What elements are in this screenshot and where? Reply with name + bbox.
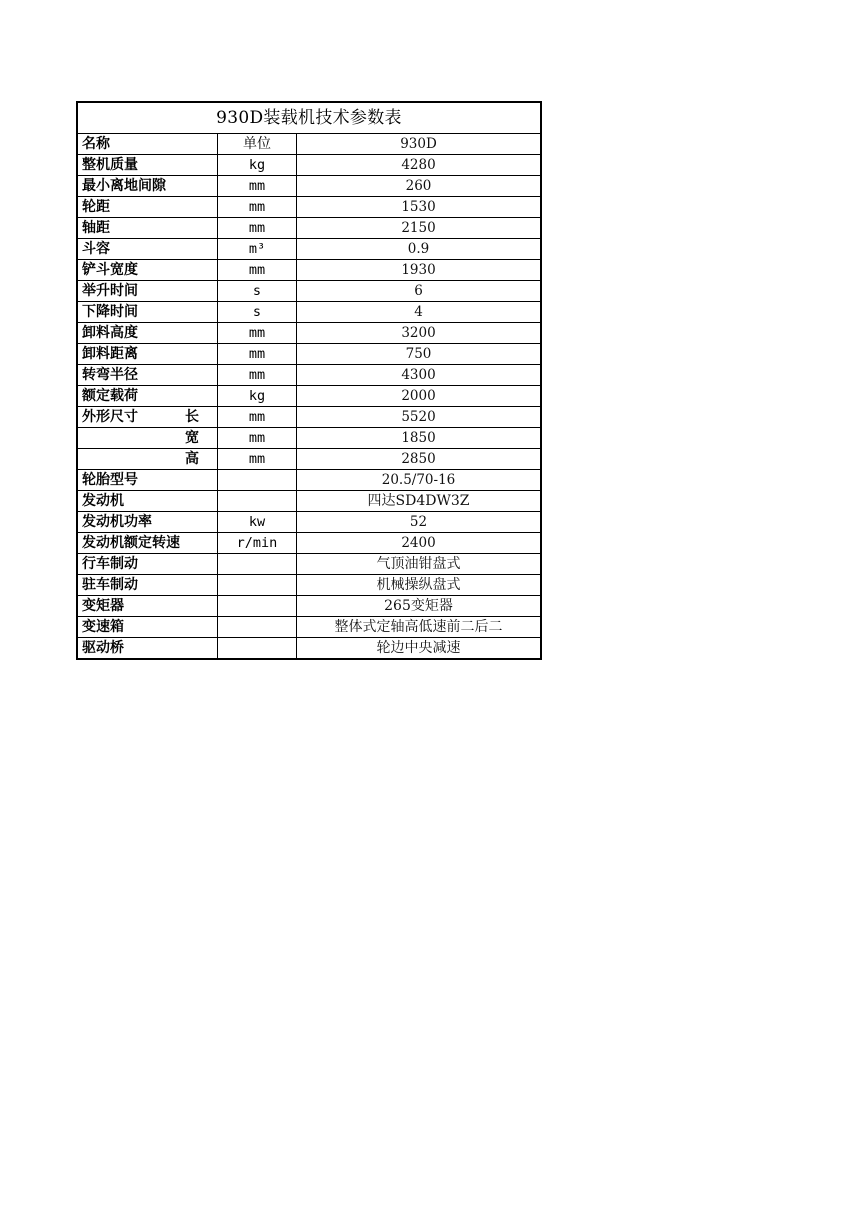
dimension-label-group (82, 428, 217, 448)
param-unit-cell: s (218, 281, 297, 302)
param-unit-cell (218, 470, 297, 491)
param-name-cell: 变矩器 (78, 596, 218, 617)
param-value-cell: 1850 (297, 428, 541, 449)
param-unit-cell: kg (218, 155, 297, 176)
param-value-cell: 6 (297, 281, 541, 302)
dimension-name-cell (78, 428, 218, 449)
dimension-group-label: 外形尺寸 (82, 409, 138, 425)
spec-table-body (78, 134, 540, 658)
param-name-cell: 变速箱 (78, 617, 218, 638)
header-name-cell: 名称 (78, 134, 218, 155)
param-unit-cell: mm (218, 176, 297, 197)
dimension-sub-label: 长 (185, 409, 199, 425)
param-unit-cell: mm (218, 449, 297, 470)
param-value-cell: 5520 (297, 407, 541, 428)
sheet-title: 930D装载机技术参数表 (78, 103, 540, 134)
param-value-cell: 20.5/70-16 (297, 470, 541, 491)
param-name-cell: 发动机 (78, 491, 218, 512)
table-row (78, 323, 540, 344)
param-unit-cell: r/min (218, 533, 297, 554)
param-name-cell: 额定载荷 (78, 386, 218, 407)
param-value-cell: 750 (297, 344, 541, 365)
param-name-cell: 行车制动 (78, 554, 218, 575)
param-name-cell: 驱动桥 (78, 638, 218, 659)
param-name-cell: 驻车制动 (78, 575, 218, 596)
table-row (78, 638, 540, 659)
param-unit-cell (218, 575, 297, 596)
table-row (78, 491, 540, 512)
param-value-cell: 265变矩器 (297, 596, 541, 617)
param-unit-cell (218, 638, 297, 659)
param-name-cell: 转弯半径 (78, 365, 218, 386)
table-row (78, 176, 540, 197)
param-value-cell: 2150 (297, 218, 541, 239)
param-name-cell: 轮距 (78, 197, 218, 218)
dimension-sub-label: 宽 (185, 430, 199, 446)
param-unit-cell: m³ (218, 239, 297, 260)
table-row (78, 218, 540, 239)
param-unit-cell: mm (218, 407, 297, 428)
param-value-cell: 1930 (297, 260, 541, 281)
param-unit-cell: kg (218, 386, 297, 407)
dimension-name-cell (78, 407, 218, 428)
header-value-cell: 930D (297, 134, 541, 155)
table-row (78, 260, 540, 281)
param-name-cell: 轮胎型号 (78, 470, 218, 491)
param-value-cell: 2850 (297, 449, 541, 470)
param-unit-cell (218, 596, 297, 617)
param-unit-cell: mm (218, 323, 297, 344)
param-name-cell: 最小离地间隙 (78, 176, 218, 197)
param-unit-cell: mm (218, 428, 297, 449)
param-name-cell: 卸料距离 (78, 344, 218, 365)
table-row (78, 512, 540, 533)
param-value-cell: 4300 (297, 365, 541, 386)
table-row-dimension (78, 428, 540, 449)
param-unit-cell: kw (218, 512, 297, 533)
param-value-cell: 1530 (297, 197, 541, 218)
spec-sheet (76, 101, 542, 660)
table-row (78, 197, 540, 218)
param-value-cell: 52 (297, 512, 541, 533)
param-unit-cell: s (218, 302, 297, 323)
table-row (78, 554, 540, 575)
param-value-cell: 机械操纵盘式 (297, 575, 541, 596)
param-unit-cell: mm (218, 365, 297, 386)
header-unit-cell: 单位 (218, 134, 297, 155)
spec-table (78, 134, 540, 658)
param-value-cell: 3200 (297, 323, 541, 344)
param-value-cell: 四达SD4DW3Z (297, 491, 541, 512)
table-row-dimension (78, 407, 540, 428)
param-unit-cell (218, 617, 297, 638)
param-value-cell: 气顶油钳盘式 (297, 554, 541, 575)
param-unit-cell (218, 554, 297, 575)
table-row (78, 155, 540, 176)
param-name-cell: 举升时间 (78, 281, 218, 302)
param-value-cell: 260 (297, 176, 541, 197)
param-name-cell: 发动机额定转速 (78, 533, 218, 554)
table-row (78, 365, 540, 386)
table-row-dimension (78, 449, 540, 470)
table-row (78, 533, 540, 554)
param-name-cell: 铲斗宽度 (78, 260, 218, 281)
param-value-cell: 2000 (297, 386, 541, 407)
table-row (78, 281, 540, 302)
dimension-name-cell (78, 449, 218, 470)
param-value-cell: 4280 (297, 155, 541, 176)
param-unit-cell (218, 491, 297, 512)
table-row (78, 617, 540, 638)
table-row (78, 239, 540, 260)
param-unit-cell: mm (218, 344, 297, 365)
table-row (78, 470, 540, 491)
param-name-cell: 卸料高度 (78, 323, 218, 344)
param-value-cell: 0.9 (297, 239, 541, 260)
table-row (78, 575, 540, 596)
param-value-cell: 轮边中央减速 (376, 640, 461, 656)
param-name-cell: 下降时间 (78, 302, 218, 323)
table-row (78, 302, 540, 323)
param-value-cell: 2400 (297, 533, 541, 554)
table-row (78, 386, 540, 407)
param-name-cell: 发动机功率 (78, 512, 218, 533)
dimension-sub-label: 高 (185, 451, 199, 467)
dimension-label-group (82, 407, 217, 427)
table-row (78, 344, 540, 365)
dimension-label-group (82, 449, 217, 469)
param-name-cell: 整机质量 (78, 155, 218, 176)
param-unit-cell: mm (218, 260, 297, 281)
header-row (78, 134, 540, 155)
param-unit-cell: mm (218, 197, 297, 218)
table-row (78, 596, 540, 617)
param-name-cell: 轴距 (78, 218, 218, 239)
param-value-cell: 4 (297, 302, 541, 323)
param-name-cell: 斗容 (78, 239, 218, 260)
param-value-cell: 整体式定轴高低速前二后二 (297, 617, 541, 638)
param-unit-cell: mm (218, 218, 297, 239)
